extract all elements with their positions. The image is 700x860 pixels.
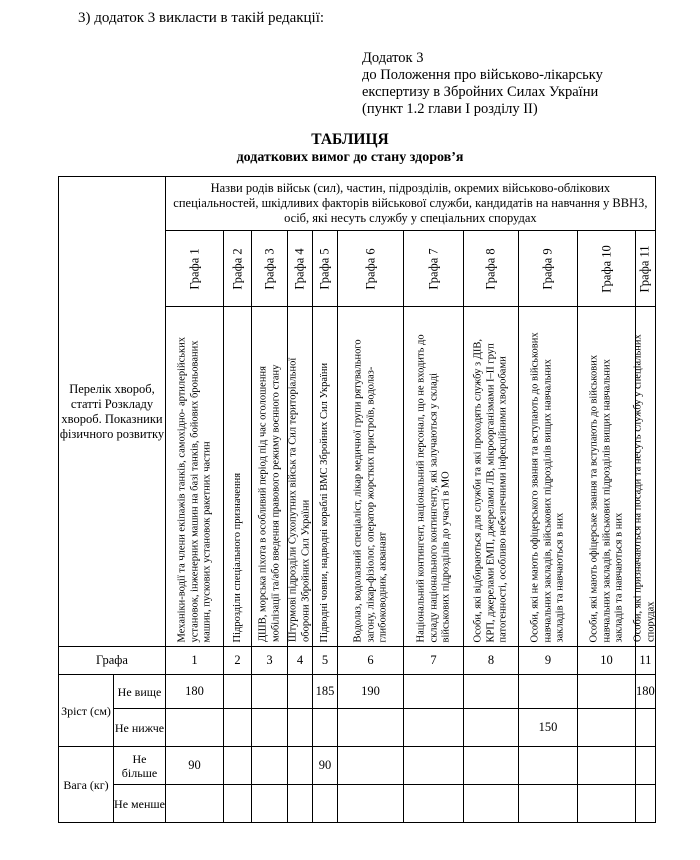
weight-min-row: [59, 785, 656, 823]
graph-number-cell: 9: [519, 647, 578, 675]
graph-number-cell: 5: [313, 647, 338, 675]
weight-min-value: [252, 785, 288, 823]
height-max-row: [59, 675, 656, 709]
graph-number-cell: 11: [636, 647, 656, 675]
graph-header-cell: [519, 231, 578, 307]
graph-header-label: Графа 8: [483, 247, 498, 290]
weight-label: Вага (кг): [59, 747, 114, 823]
height-max-value: 180: [166, 675, 224, 709]
weight-min-value: [464, 785, 519, 823]
weight-max-value: [464, 747, 519, 785]
weight-max-value: [519, 747, 578, 785]
height-min-value: [464, 709, 519, 747]
graph-description-text: Штурмові підрозділи Сухопутних військ та Сил територіальної оборони Збройних Сил України: [287, 357, 311, 642]
graph-description-cell: [313, 307, 338, 647]
weight-max-value: [404, 747, 464, 785]
graph-description-text: Національний контингент, національний персонал, що не входить до складу національного контингенту, які залучаються у складі військових підрозділів до участі в МО: [414, 333, 451, 642]
weight-min-value: [224, 785, 252, 823]
weight-min-value: [288, 785, 313, 823]
appendix-line-3: експертизу в Збройних Силах України: [362, 84, 599, 100]
weight-min-value: [404, 785, 464, 823]
troops-header: Назви родів військ (сил), частин, підрозділів, окремих військово-облікових спеціальностей, шкідливих факторів військової служби, кандидатів на навчання у ВВНЗ, осіб, які несуть службу у спеціальних спорудах: [166, 177, 656, 231]
diseases-header: [59, 177, 166, 647]
graph-number-row: [59, 647, 656, 675]
height-max-value: [578, 675, 636, 709]
graph-header-label: Графа 7: [426, 247, 440, 290]
graph-number-cell: 3: [252, 647, 288, 675]
graph-header-label: Графа 11: [637, 244, 652, 293]
height-max-value: [252, 675, 288, 709]
weight-max-label: Не більше: [114, 747, 166, 785]
height-label: Зріст (см): [59, 675, 114, 747]
height-min-value: [166, 709, 224, 747]
graph-header-label: Графа 6: [363, 247, 377, 290]
graph-header-cell: [288, 231, 313, 307]
weight-min-value: [519, 785, 578, 823]
weight-max-value: 90: [313, 747, 338, 785]
graph-header-label: Графа 9: [540, 247, 555, 290]
graph-description-cell: [166, 307, 224, 647]
graph-header-cell: [166, 231, 224, 307]
graph-description-cell: [519, 307, 578, 647]
weight-max-value: 90: [166, 747, 224, 785]
height-min-row: [59, 709, 656, 747]
graph-description-cell: [404, 307, 464, 647]
graph-header-label: Графа 3: [262, 247, 276, 290]
weight-max-row: [59, 747, 656, 785]
graph-description-cell: [338, 307, 404, 647]
graph-header-label: Графа 5: [317, 247, 332, 290]
height-max-label: Не вище: [114, 675, 166, 709]
requirements-table: [58, 176, 656, 823]
height-max-value: 185: [313, 675, 338, 709]
weight-min-value: [338, 785, 404, 823]
height-min-value: [288, 709, 313, 747]
weight-min-value: [313, 785, 338, 823]
graph-header-cell: [464, 231, 519, 307]
graph-header-cell: [224, 231, 252, 307]
graph-header-label: Графа 4: [292, 247, 307, 290]
height-max-value: [404, 675, 464, 709]
graph-description-text: Особи, які призначаються на посади та несуть службу у спеціальних спорудах: [632, 334, 657, 642]
diseases-header-text: Перелік хвороб, статті Розкладу хвороб. Показники фізичного розвитку: [59, 381, 165, 441]
height-min-value: [313, 709, 338, 747]
graph-header-cell: [313, 231, 338, 307]
height-max-value: 190: [338, 675, 404, 709]
graph-description-text: Особи, які не мають офіцерського звання та вступають до військових навчальних закладів, військових підрозділів вищих навчальних закладів та навчаються в них: [529, 331, 566, 642]
graph-description-text: Особи, які відбираються для служби та які проходять службу з ДІВ, КРП, джерелами ЕМП, джерелами ЛВ, мікроорганізмами I–II груп патогенності, особливо небезпечними інфекційними хворобами: [472, 338, 509, 642]
graph-header-label: Графа 10: [599, 244, 613, 293]
height-min-value: [636, 709, 656, 747]
appendix-line-2: до Положення про військово-лікарську: [362, 67, 603, 83]
graph-header-label: Графа 1: [187, 247, 201, 290]
height-max-value: [288, 675, 313, 709]
table-title: ТАБЛИЦЯ: [311, 131, 389, 148]
graph-number-cell: 2: [224, 647, 252, 675]
weight-min-value: [578, 785, 636, 823]
height-min-value: [404, 709, 464, 747]
weight-max-value: [224, 747, 252, 785]
graph-number-cell: 7: [404, 647, 464, 675]
height-min-value: [252, 709, 288, 747]
weight-max-value: [252, 747, 288, 785]
graph-number-cell: 6: [338, 647, 404, 675]
weight-max-value: [288, 747, 313, 785]
graph-description-cell: [632, 307, 657, 647]
graph-description-cell: [224, 307, 252, 647]
height-min-value: [578, 709, 636, 747]
graph-header-cell: [578, 231, 636, 307]
graph-header-cell: [636, 231, 656, 307]
graph-description-cell: [252, 307, 288, 647]
weight-max-value: [578, 747, 636, 785]
graph-number-cell: 10: [578, 647, 636, 675]
appendix-line-1: Додаток 3: [362, 50, 424, 66]
graph-description-text: Особи, які мають офіцерське звання та вступають до військових навчальних закладів, військових підрозділів вищих навчальних закладів та навчаються в них: [587, 354, 624, 642]
height-min-value: [224, 709, 252, 747]
graph-number-cell: 4: [288, 647, 313, 675]
weight-max-value: [636, 747, 656, 785]
graph-description-cell: [578, 307, 636, 647]
graph-header-cell: [252, 231, 288, 307]
weight-max-value: [338, 747, 404, 785]
height-min-value: [338, 709, 404, 747]
graph-description-text: Механіки-водії та члени екіпажів танків, самохідно- артилерійських установок, інженерних машин на базі танків, бойових броньованих машин, пускових установок ракетних частин: [175, 336, 212, 642]
graph-description-text: Підрозділи спеціального призначення: [231, 472, 243, 642]
graph-number-cell: 8: [464, 647, 519, 675]
height-max-value: 180: [636, 675, 656, 709]
height-max-value: [519, 675, 578, 709]
graph-number-cell: 1: [166, 647, 224, 675]
weight-min-value: [166, 785, 224, 823]
weight-min-label: Не менше: [114, 785, 166, 823]
graph-description-text: Підводні човни, надводні кораблі ВМС Збройних Сил України: [318, 362, 330, 642]
graph-header-cell: [404, 231, 464, 307]
height-max-value: [464, 675, 519, 709]
intro-text: 3) додаток 3 викласти в такій редакції:: [78, 10, 325, 26]
height-min-value: 150: [519, 709, 578, 747]
graph-row-label: Графа: [59, 647, 166, 675]
table-subtitle: додаткових вимог до стану здоров’я: [236, 150, 464, 165]
graph-description-cell: [288, 307, 313, 647]
graph-description-cell: [464, 307, 519, 647]
appendix-line-4: (пункт 1.2 глави I розділу II): [362, 101, 538, 117]
graph-header-cell: [338, 231, 404, 307]
height-min-label: Не нижче: [114, 709, 166, 747]
weight-min-value: [636, 785, 656, 823]
graph-header-label: Графа 2: [230, 247, 244, 290]
height-max-value: [224, 675, 252, 709]
graph-description-text: Водолаз, водолазний спеціаліст, лікар медичної групи рятувального загону, лікар-фізіолог, оператор жорстких пристроїв, водолаз-глибоководник, акванавт: [351, 338, 388, 642]
graph-description-text: ДШВ, морська піхота в особливий період під час оголошення мобілізації та/або введення правового режиму воєнного стану: [257, 364, 281, 642]
appendix-note: [362, 50, 603, 118]
